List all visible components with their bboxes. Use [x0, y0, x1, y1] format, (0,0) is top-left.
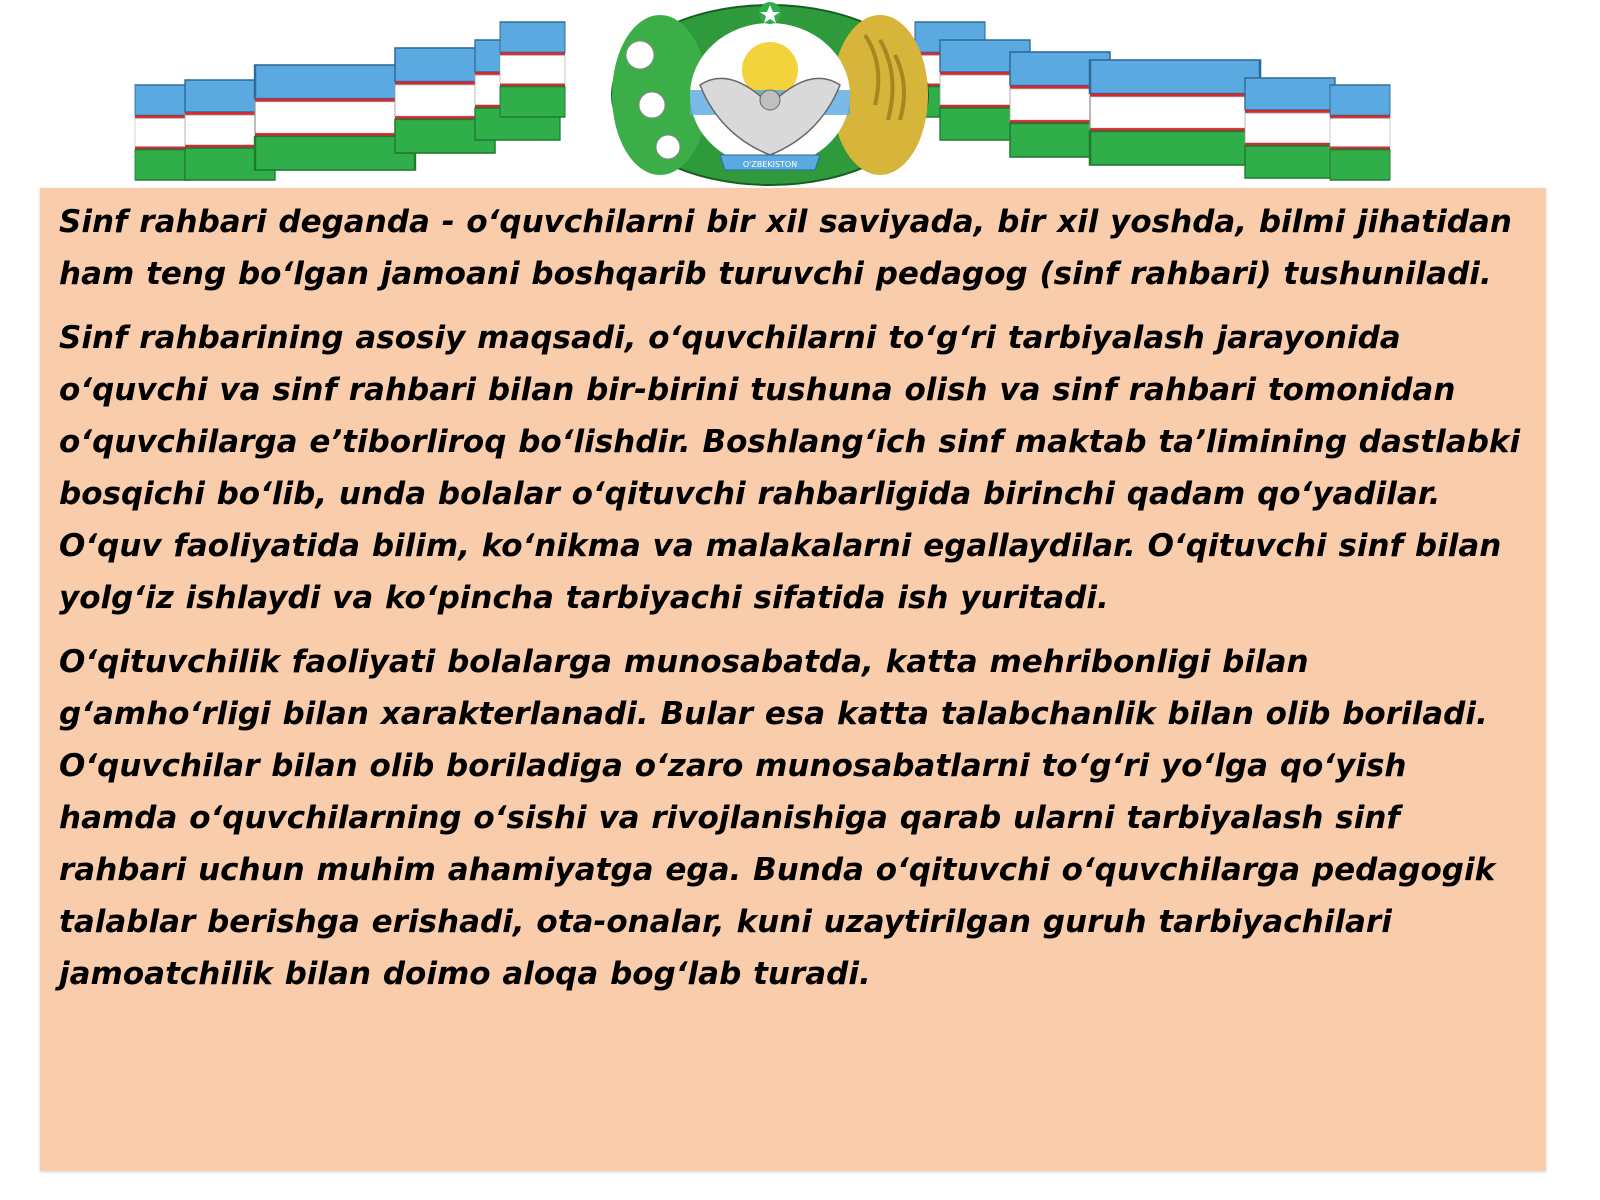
- left-flag-ribbon: [135, 22, 565, 180]
- paragraph-3: O‘qituvchilik faoliyati bolalarga munosabatda, katta mehribonligi bilan g‘amho‘rligi bilan xarakterlanadi. Bular esa katta talabchanlik bilan olib boriladi. O‘quvchilar bilan olib boriladiga o‘zaro munosabatlarni to‘g‘ri yo‘lga qo‘yish hamda o‘quvchilarning o‘sishi va rivojlanishiga qarab ularni tarbiyalash sinf rahbari uchun muhim ahamiyatga ega. Bunda o‘qituvchi o‘quvchilarga pedagogik talablar berishga erishadi, ota-onalar, kuni uzaytirilgan guruh tarbiyachilari jamoatchilik bilan doimo aloqa bog‘lab turadi.: [59, 644, 1496, 992]
- paragraph-1: Sinf rahbari deganda - o‘quvchilarni bir xil saviyada, bir xil yoshda, bilmi jihatidan ham teng bo‘lgan jamoani boshqarib turuvchi pedagog (sinf rahbari) tushuniladi.: [59, 204, 1512, 292]
- uzbekistan-emblem-banner: [130, 0, 1410, 190]
- right-flag-ribbon: [915, 22, 1390, 180]
- state-emblem: [612, 2, 928, 185]
- paragraph-2: Sinf rahbarining asosiy maqsadi, o‘quvchilarni to‘g‘ri tarbiyalash jarayonida o‘quvchi va sinf rahbari bilan bir-birini tushuna olish va sinf rahbari tomonidan o‘quvchilarga e’tiborliroq bo‘lishdir. Boshlang‘ich sinf maktab ta’limining dastlabki bosqichi bo‘lib, unda bolalar o‘qituvchi rahbarligida birinchi qadam qo‘yadilar. O‘quv faoliyatida bilim, ko‘nikma va malakalarni egallaydilar. O‘qituvchi sinf bilan yolg‘iz ishlaydi va ko‘pincha tarbiyachi sifatida ish yuritadi.: [59, 320, 1521, 616]
- text-content-box: [40, 188, 1546, 1171]
- emblem-motto: O'ZBEKISTON: [742, 160, 798, 169]
